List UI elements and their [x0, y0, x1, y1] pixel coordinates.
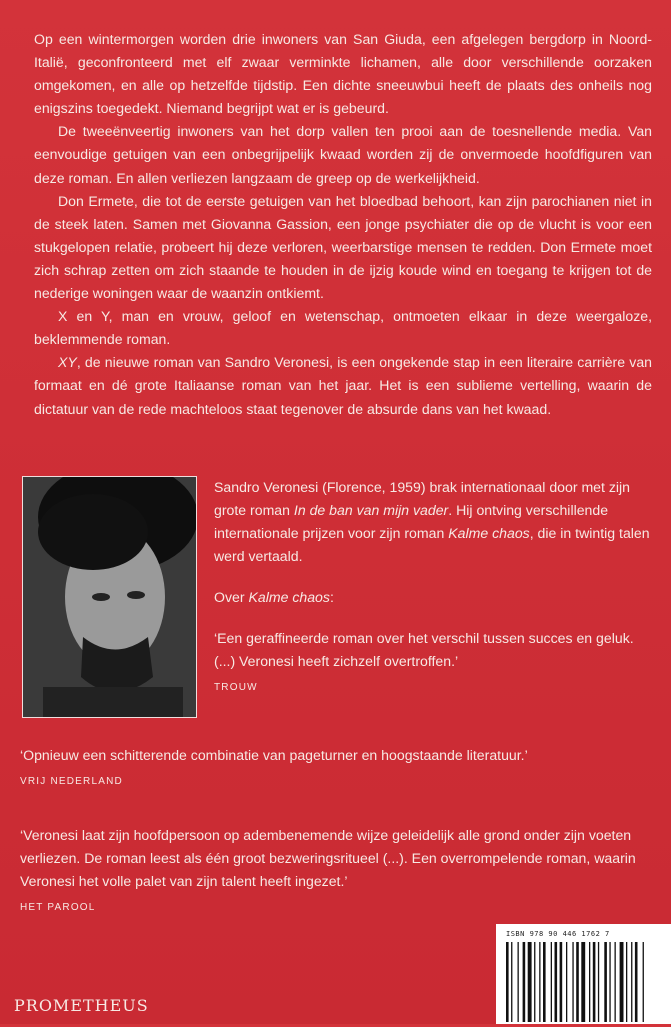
- barcode-bar: [551, 942, 552, 1022]
- barcode-bar: [581, 942, 585, 1022]
- barcode-bar: [576, 942, 579, 1022]
- review-quote: [214, 627, 654, 699]
- isbn-number: ISBN 978 90 446 1762 7: [506, 930, 610, 938]
- barcode-bar: [555, 942, 558, 1022]
- barcode-bars: [506, 942, 661, 1022]
- blurb-paragraph: [34, 351, 652, 420]
- book-title: In de ban van mijn vader: [293, 502, 449, 518]
- barcode-bar: [543, 942, 546, 1022]
- back-cover-blurb: [34, 28, 652, 421]
- author-bio: [214, 476, 654, 699]
- blurb-paragraph: Don Ermete, die tot de eerste getuigen van het bloedbad behoort, kan zijn parochianen niet in de steek laten. Samen met Giovanna Gassion, een jonge psychiater die op de vlucht is voor een stukgelopen relatie, probeert hij deze verloren, weerbarstige mensen te redden. Don Ermete moet zich schrap zetten om zich staande te houden in de ijzig koude wind en toegang te krijgen tot de nederige woningen waar de waanzin ontkiemt.: [34, 192, 652, 302]
- blurb-paragraph: X en Y, man en vrouw, geloof en wetenschap, ontmoeten elkaar in deze weergaloze, beklemmende roman.: [34, 308, 652, 348]
- barcode-bar: [631, 942, 632, 1022]
- barcode-bar: [523, 942, 526, 1022]
- over-heading: Over Kalme chaos:: [214, 589, 334, 605]
- barcode-bar: [615, 942, 616, 1022]
- author-photo: [22, 476, 197, 718]
- barcode-bar: [589, 942, 590, 1022]
- barcode-bar: [604, 942, 607, 1022]
- barcode-bar: [539, 942, 540, 1022]
- barcode-bar: [518, 942, 519, 1022]
- barcode-bar: [506, 942, 509, 1022]
- barcode-bar: [626, 942, 627, 1022]
- barcode-bar: [528, 942, 532, 1022]
- barcode-bar: [572, 942, 573, 1022]
- author-portrait-image: [23, 477, 197, 718]
- blurb-paragraph: Op een wintermorgen worden drie inwoners van San Giuda, een afgelegen bergdorp in Noord-Italië, geconfronteerd met elf zwaar verminkte lichamen, alle door verschillende oorzaken omgekomen, en alle op hetzelfde tijdstip. Een dichte sneeuwbui heeft de plaats des onheils nog enigszins toegedekt. Niemand begrijpt wat er is gebeurd.: [34, 31, 652, 117]
- barcode-bar: [511, 942, 512, 1022]
- quote-source: TROUW: [214, 682, 258, 693]
- quote-source: HET PAROOL: [20, 902, 96, 913]
- isbn-barcode: [496, 924, 671, 1024]
- review-quote: [20, 824, 660, 919]
- review-quote: [20, 744, 650, 793]
- book-title: Kalme chaos: [448, 525, 530, 541]
- barcode-bar: [609, 942, 610, 1022]
- barcode-bar: [635, 942, 638, 1022]
- barcode-bar: [534, 942, 535, 1022]
- quote-text: ‘Een geraffineerde roman over het verschil tussen succes en geluk. (...) Veronesi heeft zichzelf overtroffen.’: [214, 630, 634, 669]
- barcode-bar: [620, 942, 624, 1022]
- quote-text: ‘Opnieuw een schitterende combinatie van pageturner en hoogstaande literatuur.’: [20, 747, 528, 763]
- quote-source: VRIJ NEDERLAND: [20, 776, 123, 787]
- barcode-bar: [566, 942, 567, 1022]
- blurb-text: , de nieuwe roman van Sandro Veronesi, is een ongekende stap in een literaire carrière van formaat en dé grote Italiaanse roman van het jaar. Het is een sublieme vertelling, waarin de dictatuur van de rede machteloos staat tegenover de absurde dans van het kwaad.: [34, 354, 652, 417]
- barcode-bar: [593, 942, 596, 1022]
- barcode-bar: [598, 942, 599, 1022]
- quote-text: ‘Veronesi laat zijn hoofdpersoon op adembenemende wijze geleidelijk alle grond onder zijn voeten verliezen. De roman leest als één groot bezweringsritueel (...). Een overrompelende roman, waarin Veronesi het volle palet van zijn talent heeft ingezet.’: [20, 827, 636, 889]
- book-title-xy: XY: [58, 354, 77, 371]
- publisher-logo: PROMETHEUS: [14, 996, 149, 1015]
- author-bio-text: Sandro Veronesi (Florence, 1959) brak internationaal door met zijn grote roman In de ban van mijn vader. Hij ontving verschillende internationale prijzen voor zijn roman Kalme chaos, die in twintig talen werd vertaald.: [214, 479, 650, 564]
- blurb-paragraph: De tweeënveertig inwoners van het dorp vallen ten prooi aan de toesnellende media. Van eenvoudige getuigen van een onbegrijpelijk kwaad worden zij de onvermoede hoofdfiguren van deze roman. En allen verliezen langzaam de greep op de werkelijkheid.: [34, 123, 652, 186]
- barcode-bar: [643, 942, 644, 1022]
- barcode-bar: [560, 942, 563, 1022]
